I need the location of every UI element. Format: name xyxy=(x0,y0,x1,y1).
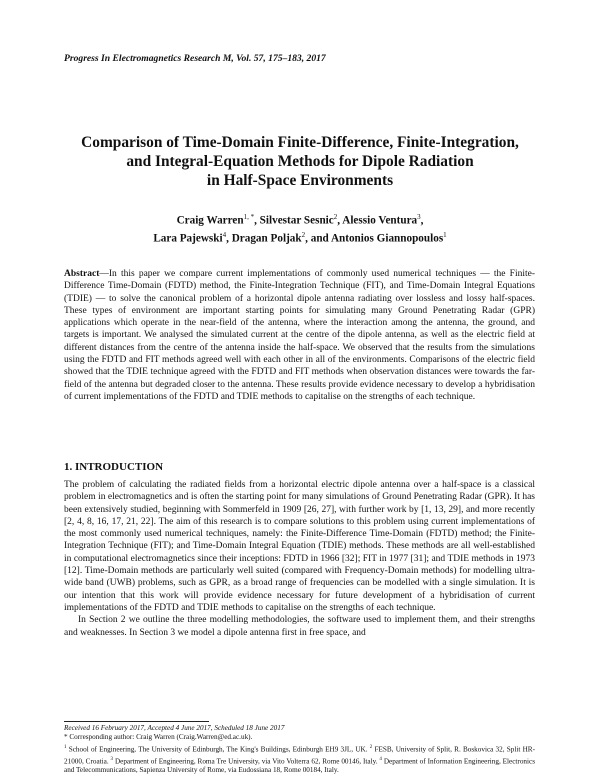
author-name: Alessio Ventura xyxy=(342,214,418,227)
author-affiliation-mark: 4 xyxy=(222,230,227,239)
corresponding-author-note: * Corresponding author: Craig Warren (Craig.Warren@ed.ac.uk). xyxy=(64,733,253,742)
footnote-rule xyxy=(64,721,209,722)
paragraph: In Section 2 we outline the three modelling methodologies, the software used to implement them, and their strengths and weaknesses. In Section 3 we model a dipole antenna first in free space, and xyxy=(64,615,535,638)
abstract-label: Abstract xyxy=(64,269,100,279)
affiliation: Department of Engineering, Roma Tre University, via Vito Volterra 62, Rome 00146, Italy. xyxy=(113,757,380,765)
author-separator: , xyxy=(226,232,232,245)
affiliation-mark: 4 xyxy=(379,756,382,762)
title-line-2: and Integral-Equation Methods for Dipole Radiation xyxy=(126,153,474,170)
section-body xyxy=(64,479,535,639)
author-name: Silvestar Sesnic xyxy=(259,214,334,227)
affiliation: School of Engineering, The University of Edinburgh, The King's Buildings, Edinburgh EH9 3JL, UK. xyxy=(66,745,370,754)
author-affiliation-mark: 1 xyxy=(443,230,447,239)
author-line-1: Craig Warren$^{1, *}$, Silvestar Sesnic$^2$, Alessio Ventura$^3$, xyxy=(176,213,424,227)
author-name: Antonios Giannopoulos xyxy=(330,232,444,245)
author-affiliation-mark: 1, * xyxy=(243,213,255,221)
author-affiliation-mark: 3 xyxy=(417,213,421,221)
author-name: Craig Warren xyxy=(176,214,244,227)
author-separator: , xyxy=(254,214,260,227)
author-separator: , xyxy=(337,214,343,227)
paragraph: The problem of calculating the radiated fields from a horizontal electric dipole antenna over a half-space is a classical problem in electromagnetics and is often the starting point for many simulations of Ground Penetrating Radar (GPR). It has been extensively studied, beginning with Sommerfeld in 1909 [26, 27], with further work by [1, 13, 29], and more recently [2, 4, 8, 16, 17, 21, 22]. The aim of this research is to compare solutions to this problem using current implementations of the most commonly used numerical techniques, namely: the Finite-Difference Time-Domain (FDTD) method; the Finite-Integration Technique (FIT); and Time-Domain Integral Equation (TDIE) methods. These methods are all well-established in computational electromagnetics since their inceptions: FDTD in 1966 [32]; FIT in 1977 [31]; and TDIE methods in 1973 [12]. Time-Domain methods are particularly well suited (compared with Frequency-Domain methods) for modelling ultra-wide band (UWB) problems, such as GPR, as a broad range of frequencies can be modelled with a single simulation. It is our intention that this work will provide evidence necessary for future development of a hybridisation of current implementations of the FDTD and TDIE methods to capitalise on the strengths of each technique. xyxy=(64,480,535,613)
affiliation: FESB, University of Split, R. Boskovica 32, Split HR-21000, Croatia. xyxy=(64,745,535,765)
journal-header: Progress In Electromagnetics Research M, Vol. 57, 175–183, 2017 xyxy=(64,53,326,64)
received-dates: Received 16 February 2017, Accepted 4 June 2017, Scheduled 18 June 2017 xyxy=(64,724,285,732)
author-name: Lara Pajewski xyxy=(153,232,223,245)
affiliation-mark: 1 xyxy=(64,744,67,750)
author-name: Dragan Poljak xyxy=(231,232,302,245)
affiliation-mark: 2 xyxy=(369,744,373,750)
author-affiliation-mark: 2 xyxy=(333,213,338,221)
abstract xyxy=(64,268,535,403)
footnotes xyxy=(64,724,535,776)
author-separator: , and xyxy=(305,232,331,245)
author-affiliation-mark: 2 xyxy=(301,230,306,239)
abstract-text: —In this paper we compare current implementations of commonly used numerical techniques — the Finite-Difference Time-Domain (FDTD) method, the Finite-Integration Technique (FIT), and Time-Domain Integral Equations (TDIE) — to solve the canonical problem of a horizontal dipole antenna radiating over lossless and lossy half-spaces. These types of environment are important starting points for simulating many Ground Penetrating Radar (GPR) applications which operate in the near-field of the antenna, where the interaction among the antenna, the ground, and targets is important. We analysed the simulated current at the centre of the dipole antenna, as well as the electric field at different distances from the centre of the antenna inside the half-space. We observed that the results from the simulations using the FDTD and FIT methods agreed well with each other in all of the environments. Comparisons of the electric field showed that the TDIE technique agreed with the FDTD and FIT methods when observation distances were towards the far-field of the antenna but degraded closer to the antenna. These results provide evidence necessary to develop a hybridisation of current implementations of the FDTD and TDIE methods to capitalise on the strengths of each technique. xyxy=(64,269,535,402)
section-heading: 1. INTRODUCTION xyxy=(64,461,164,473)
title-line-3: in Half-Space Environments xyxy=(206,172,394,189)
author-list xyxy=(40,210,560,245)
paper-title xyxy=(40,133,560,190)
affiliation-mark: 3 xyxy=(110,756,114,762)
affiliations xyxy=(64,743,535,776)
author-line-2 xyxy=(40,228,560,246)
affiliation: Department of Information Engineering, Electronics and Telecommunications, Sapienza University of Rome, via Eudossiana 18, Rome 00184, Italy. xyxy=(64,757,535,775)
title-line-1: Comparison of Time-Domain Finite-Difference, Finite-Integration, xyxy=(81,134,519,151)
